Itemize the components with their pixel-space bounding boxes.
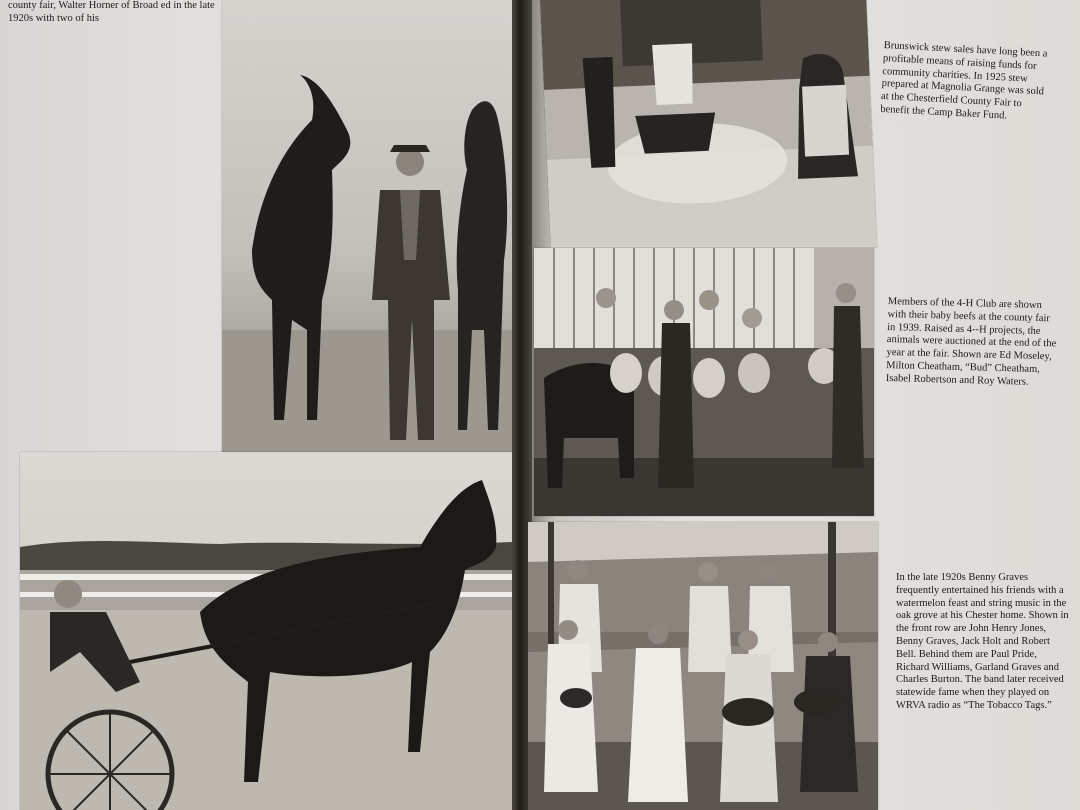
caption-brunswick-stew: Brunswick stew sales have long been a profitable means of raising funds for community charities. In 1925 stew prepared at Magnolia Grange was sold at the Chesterfield County Fair to benefit the Camp Baker Fund.: [880, 40, 1048, 122]
photo-brunswick-stew: [540, 0, 877, 262]
photo-4h-club: [534, 248, 874, 516]
caption-horses: county fair, Walter Horner of Broad ed in the late 1920s with two of his: [8, 0, 215, 24]
caption-4h-club: Members of the 4-H Club are shown with their baby beefs at the county fair in 1939. Raised as 4--H projects, the animals were auctioned at the end of the year at the fair. Shown are Ed Moseley, Milton Cheatham, “Bud” Cheatham, Isabel Robertson and Roy Waters.: [885, 296, 1057, 388]
photo-harness-racer: [20, 452, 512, 810]
caption-string-band: In the late 1920s Benny Graves frequently entertained his friends with a watermelon feast and string music in the oak grove at his Chester home. Shown in the front row are John Henry Jones, Benny Graves, Jack Holt and Robert Bell. Behind them are Paul Pride, Richard Williams, Garland Graves and Charles Burton. The band later received statewide fame when they played on WRVA radio as “The Tobacco Tags.”: [896, 572, 1069, 711]
photo-string-band: [528, 522, 878, 810]
photo-man-with-horses: [222, 0, 512, 455]
